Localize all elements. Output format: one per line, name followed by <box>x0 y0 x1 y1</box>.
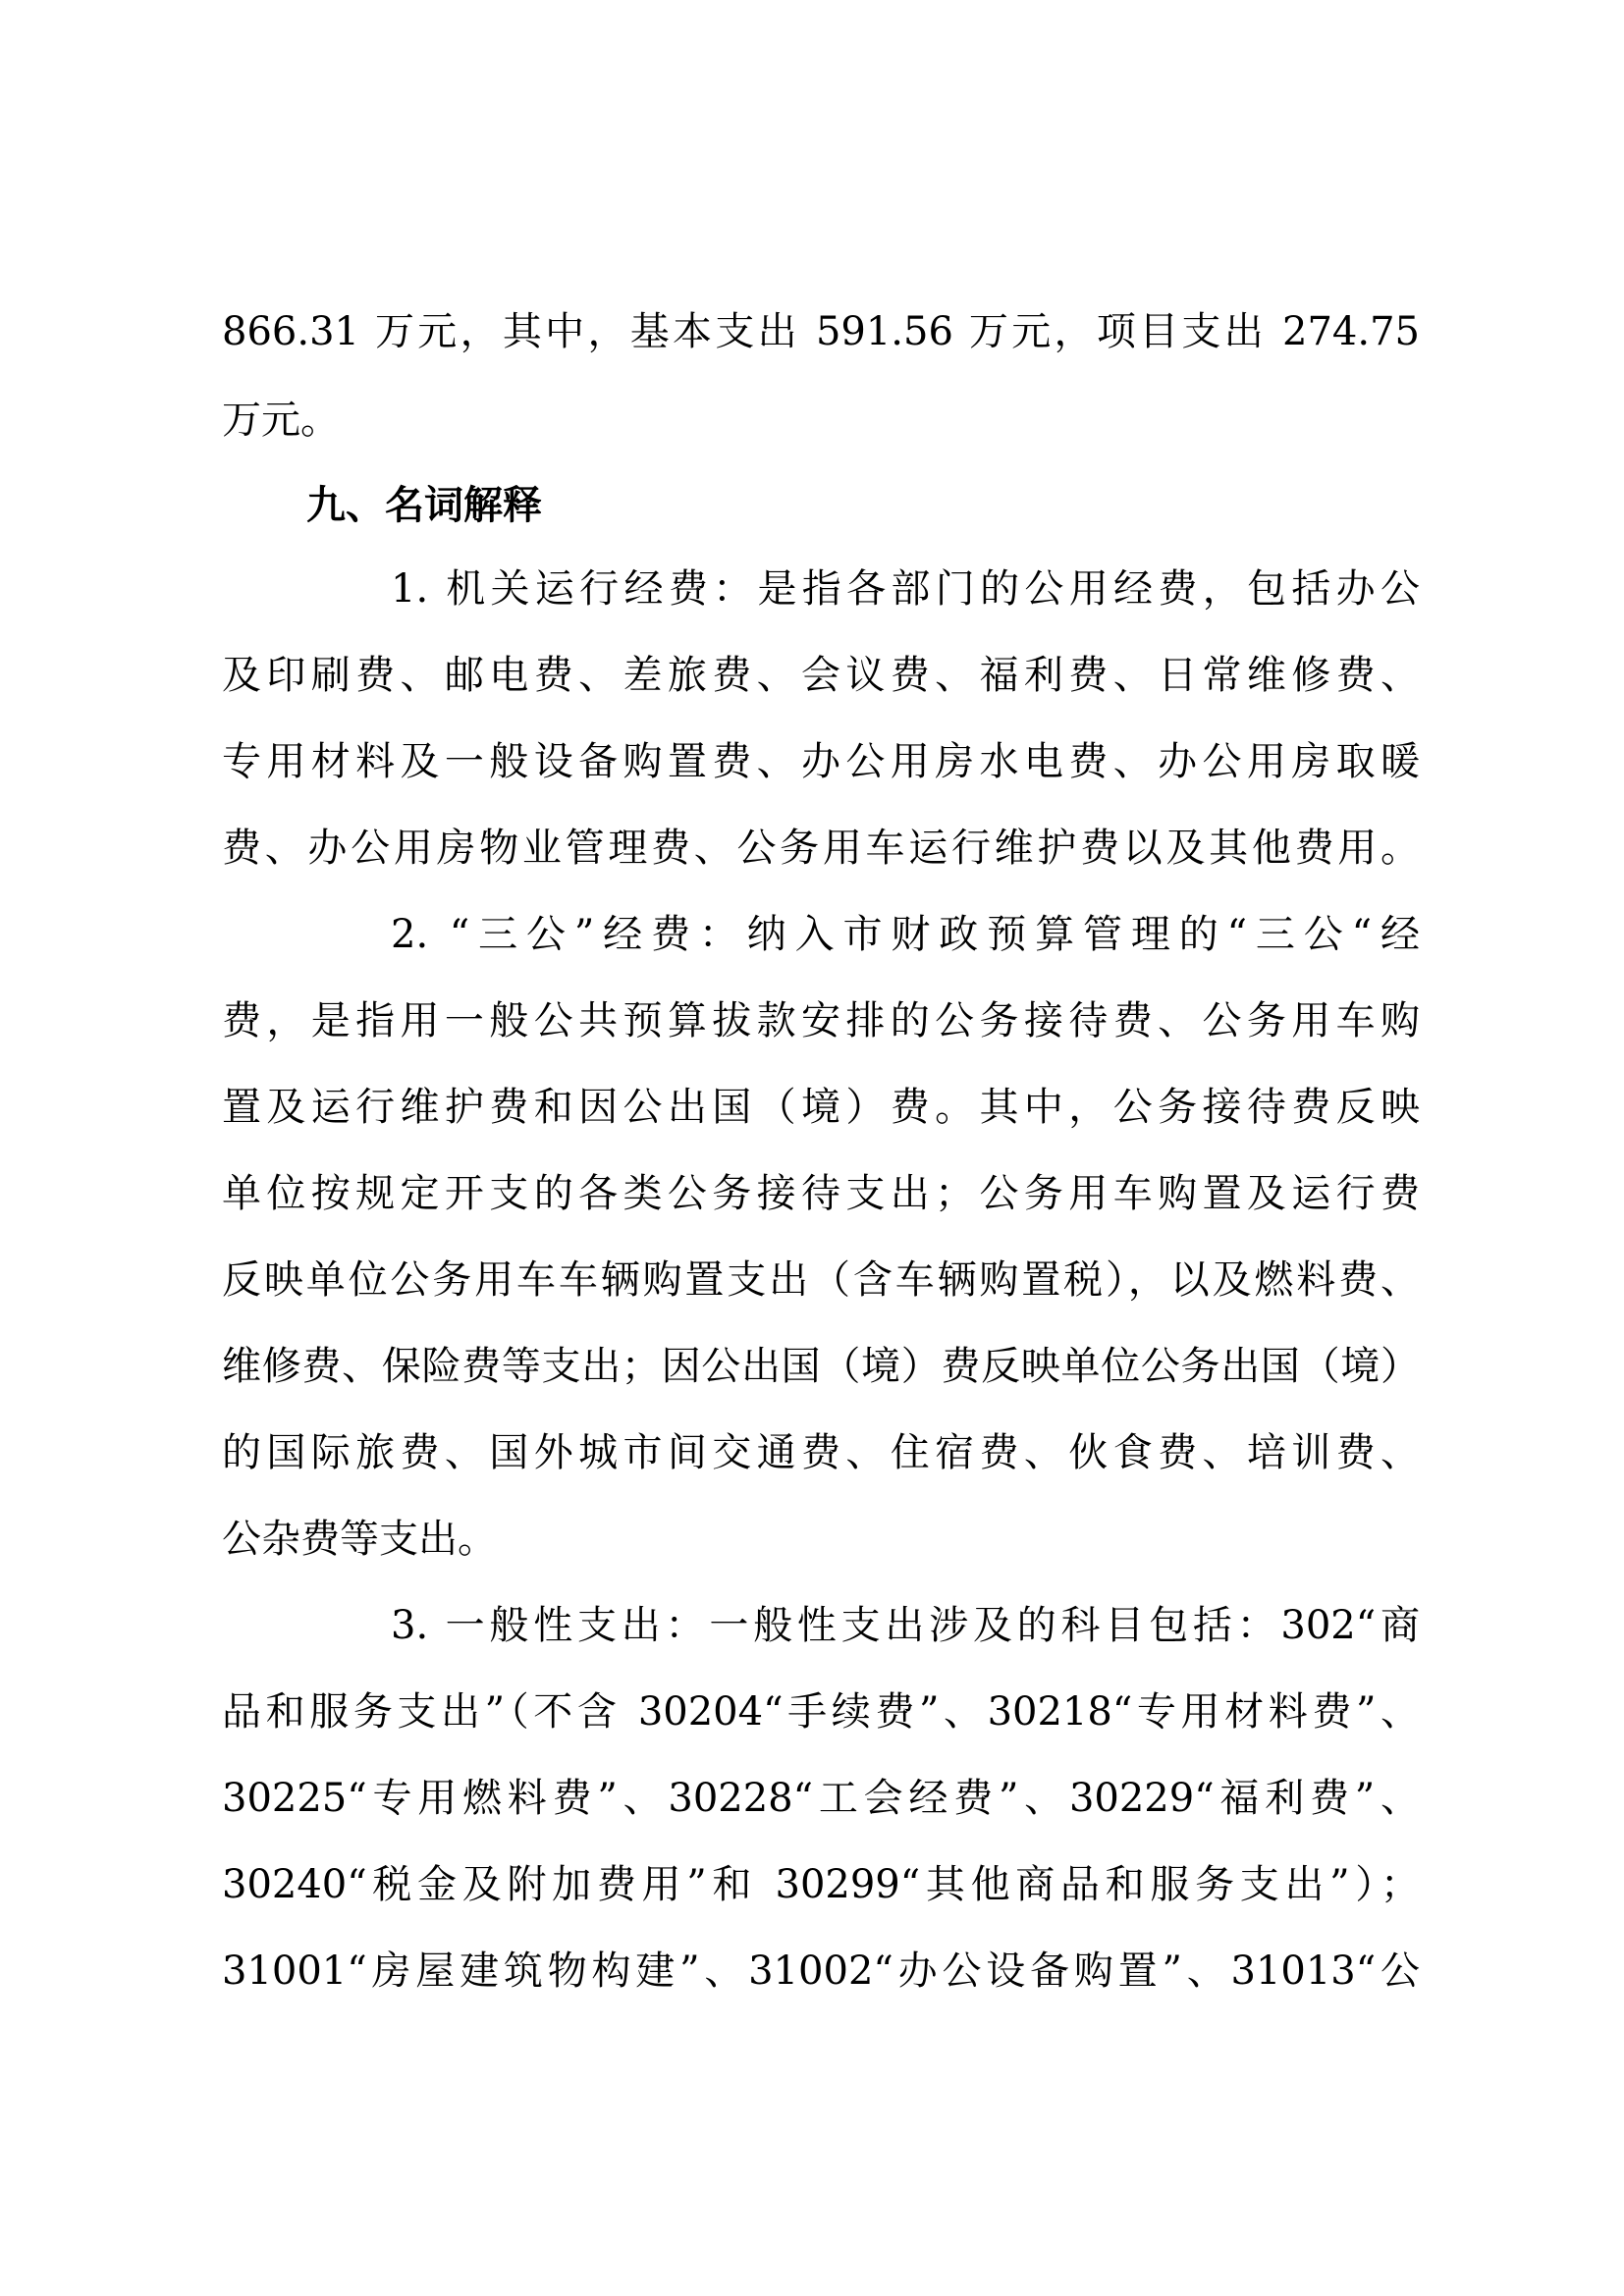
paragraph-line: 单位按规定开支的各类公务接待支出；公务用车购置及运行费 <box>222 1171 1420 1216</box>
paragraph-line: 费，是指用一般公共预算拔款安排的公务接待费、公务用车购 <box>222 998 1420 1043</box>
paragraph-line: 品和服务支出”（不含 30204“手续费”、30218“专用材料费”、 <box>222 1689 1420 1735</box>
paragraph-line: 及印刷费、邮电费、差旅费、会议费、福利费、日常维修费、 <box>222 653 1420 698</box>
paragraph-line: 31001“房屋建筑物构建”、31002“办公设备购置”、31013“公 <box>222 1949 1420 1994</box>
paragraph-line: 公杂费等支出。 <box>222 1517 497 1562</box>
section-heading: 九、名词解释 <box>306 483 542 528</box>
paragraph-line: 3. 一般性支出：一般性支出涉及的科目包括：302“商 <box>391 1603 1420 1648</box>
paragraph-line: 维修费、保险费等支出；因公出国（境）费反映单位公务出国（境） <box>222 1344 1420 1389</box>
paragraph-line: 置及运行维护费和因公出国（境）费。其中，公务接待费反映 <box>222 1085 1420 1130</box>
paragraph-line: 的国际旅费、国外城市间交通费、住宿费、伙食费、培训费、 <box>222 1430 1420 1475</box>
paragraph-line: 30240“税金及附加费用”和 30299“其他商品和服务支出”）； <box>222 1862 1420 1907</box>
paragraph-line: 反映单位公务用车车辆购置支出（含车辆购置税），以及燃料费、 <box>222 1257 1420 1303</box>
paragraph-line: 万元。 <box>222 398 340 443</box>
paragraph-line: 专用材料及一般设备购置费、办公用房水电费、办公用房取暖 <box>222 739 1420 784</box>
paragraph-line: 30225“专用燃料费”、30228“工会经费”、30229“福利费”、 <box>222 1776 1420 1821</box>
paragraph-line: 1. 机关运行经费：是指各部门的公用经费，包括办公 <box>391 566 1420 612</box>
paragraph-line: 866.31 万元，其中，基本支出 591.56 万元，项目支出 274.75 <box>222 309 1420 354</box>
paragraph-line: 2. “三公”经费：纳入市财政预算管理的“三公“经 <box>391 912 1420 957</box>
paragraph-line: 费、办公用房物业管理费、公务用车运行维护费以及其他费用。 <box>222 826 1420 871</box>
